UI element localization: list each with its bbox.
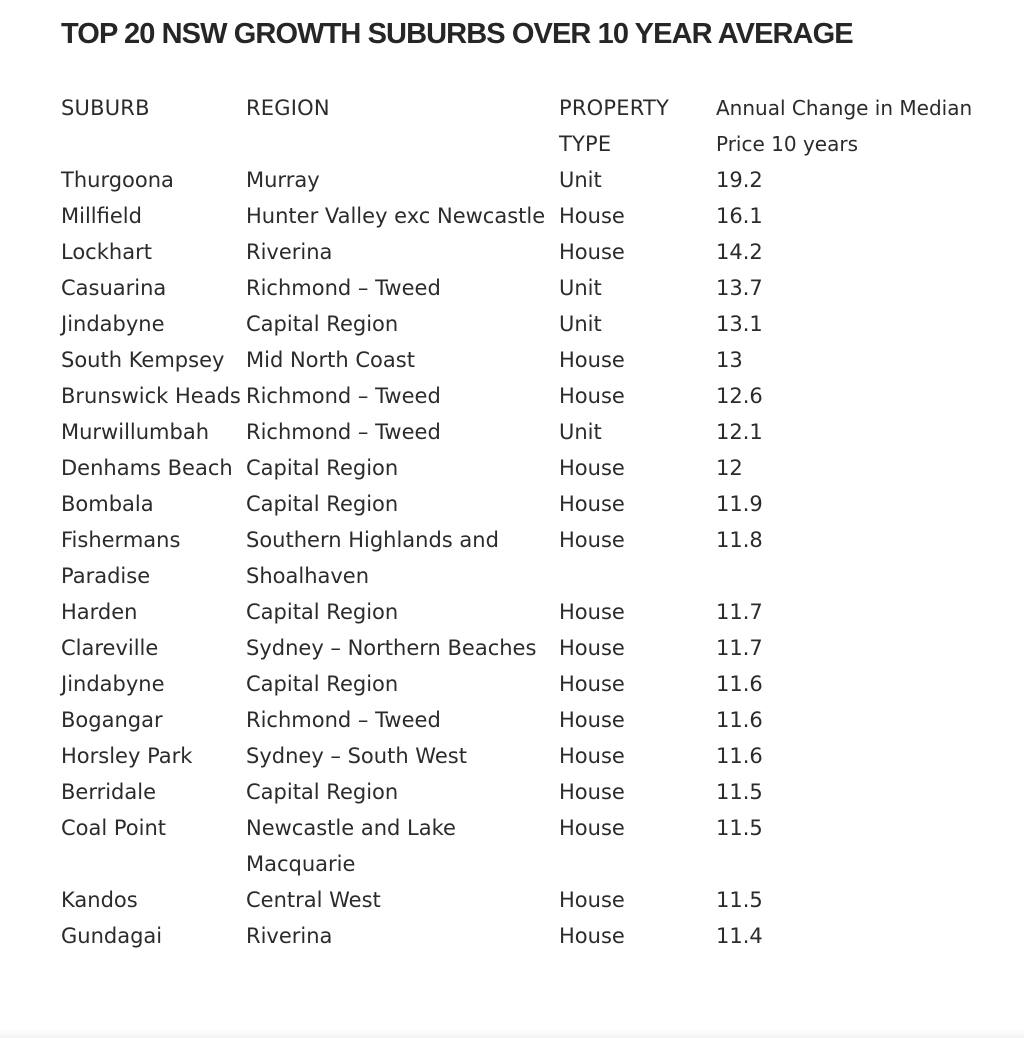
cell-suburb: Thurgoona — [61, 168, 174, 192]
cell-suburb: Kandos — [61, 888, 138, 912]
cell-annual-change: 11.5 — [716, 816, 763, 840]
cell-annual-change: 11.4 — [716, 924, 763, 948]
cell-region: Southern Highlands and Shoalhaven — [246, 528, 499, 588]
cell-suburb: Berridale — [61, 780, 157, 804]
cell-property-type: House — [559, 744, 625, 768]
cell-property-type: Unit — [559, 420, 602, 444]
table-row — [61, 522, 1011, 594]
cell-annual-change: 13 — [716, 348, 743, 372]
cell-annual-change: 11.9 — [716, 492, 763, 516]
cell-suburb: Brunswick Heads — [61, 384, 241, 408]
table-header — [61, 90, 1011, 162]
table-row — [61, 738, 1011, 774]
cell-property-type: House — [559, 492, 625, 516]
cell-annual-change: 11.6 — [716, 744, 763, 768]
cell-annual-change: 11.5 — [716, 888, 763, 912]
table-row — [61, 486, 1011, 522]
cell-region: Capital Region — [246, 312, 399, 336]
cell-annual-change: 16.1 — [716, 204, 763, 228]
table-row — [61, 882, 1011, 918]
cell-annual-change: 11.6 — [716, 708, 763, 732]
table-row — [61, 774, 1011, 810]
cell-region: Riverina — [246, 240, 333, 264]
cell-region: Central West — [246, 888, 381, 912]
cell-suburb: South Kempsey — [61, 348, 225, 372]
cell-suburb: Harden — [61, 600, 138, 624]
table-row — [61, 270, 1011, 306]
growth-suburbs-table — [61, 90, 1011, 954]
cell-property-type: House — [559, 204, 625, 228]
cell-region: Richmond – Tweed — [246, 420, 441, 444]
cell-region: Richmond – Tweed — [246, 708, 441, 732]
table-row — [61, 198, 1011, 234]
cell-property-type: Unit — [559, 312, 602, 336]
cell-suburb: Millfield — [61, 204, 142, 228]
table-row — [61, 414, 1011, 450]
page-title: TOP 20 NSW GROWTH SUBURBS OVER 10 YEAR AVERAGE — [61, 18, 853, 50]
cell-region: Capital Region — [246, 600, 399, 624]
cell-property-type: House — [559, 600, 625, 624]
cell-region: Capital Region — [246, 780, 399, 804]
cell-suburb: Bombala — [61, 492, 154, 516]
cell-annual-change: 11.5 — [716, 780, 763, 804]
cell-property-type: House — [559, 384, 625, 408]
cell-region: Sydney – Northern Beaches — [246, 636, 537, 660]
cell-suburb: Jindabyne — [61, 672, 165, 696]
cell-suburb: Horsley Park — [61, 744, 193, 768]
cell-annual-change: 19.2 — [716, 168, 763, 192]
cell-suburb: Bogangar — [61, 708, 163, 732]
cell-region: Riverina — [246, 924, 333, 948]
bottom-fade — [0, 1030, 1024, 1038]
cell-region: Murray — [246, 168, 320, 192]
cell-annual-change: 11.7 — [716, 636, 763, 660]
cell-property-type: House — [559, 816, 625, 840]
table-row — [61, 702, 1011, 738]
cell-suburb: Denhams Beach — [61, 456, 233, 480]
cell-property-type: House — [559, 240, 625, 264]
cell-suburb: Jindabyne — [61, 312, 165, 336]
cell-property-type: House — [559, 780, 625, 804]
column-header-region: REGION — [246, 96, 330, 120]
cell-property-type: House — [559, 924, 625, 948]
table-row — [61, 810, 1011, 882]
cell-annual-change: 13.1 — [716, 312, 763, 336]
table-row — [61, 918, 1011, 954]
cell-suburb: Murwillumbah — [61, 420, 210, 444]
table-row — [61, 450, 1011, 486]
cell-annual-change: 12 — [716, 456, 743, 480]
cell-property-type: House — [559, 672, 625, 696]
cell-region: Sydney – South West — [246, 744, 467, 768]
table-row — [61, 306, 1011, 342]
table-row — [61, 630, 1011, 666]
cell-annual-change: 13.7 — [716, 276, 763, 300]
cell-region: Richmond – Tweed — [246, 276, 441, 300]
table-row — [61, 378, 1011, 414]
cell-property-type: House — [559, 456, 625, 480]
cell-annual-change: 11.7 — [716, 600, 763, 624]
cell-region: Mid North Coast — [246, 348, 415, 372]
cell-region: Newcastle and Lake Macquarie — [246, 816, 456, 876]
column-header-annual-change: Annual Change in Median Price 10 years — [716, 96, 973, 156]
cell-suburb: Clareville — [61, 636, 159, 660]
cell-annual-change: 12.6 — [716, 384, 763, 408]
cell-suburb: Coal Point — [61, 816, 167, 840]
cell-suburb: Casuarina — [61, 276, 167, 300]
page-content — [61, 14, 1011, 948]
table-header-row — [61, 90, 1011, 162]
cell-property-type: House — [559, 348, 625, 372]
cell-suburb: Lockhart — [61, 240, 152, 264]
cell-property-type: House — [559, 708, 625, 732]
cell-annual-change: 14.2 — [716, 240, 763, 264]
cell-region: Capital Region — [246, 672, 399, 696]
cell-annual-change: 11.8 — [716, 528, 763, 552]
column-header-property-type: PROPERTY TYPE — [559, 96, 670, 156]
table-row — [61, 162, 1011, 198]
cell-property-type: House — [559, 888, 625, 912]
cell-region: Capital Region — [246, 456, 399, 480]
column-header-suburb: SUBURB — [61, 96, 150, 120]
cell-suburb: Fishermans Paradise — [61, 528, 181, 588]
cell-property-type: House — [559, 528, 625, 552]
table-row — [61, 234, 1011, 270]
cell-annual-change: 12.1 — [716, 420, 763, 444]
cell-property-type: House — [559, 636, 625, 660]
cell-property-type: Unit — [559, 168, 602, 192]
table-body — [61, 162, 1011, 954]
cell-region: Hunter Valley exc Newcastle — [246, 204, 546, 228]
cell-region: Richmond – Tweed — [246, 384, 441, 408]
cell-annual-change: 11.6 — [716, 672, 763, 696]
table-row — [61, 342, 1011, 378]
cell-suburb: Gundagai — [61, 924, 163, 948]
cell-region: Capital Region — [246, 492, 399, 516]
cell-property-type: Unit — [559, 276, 602, 300]
table-row — [61, 666, 1011, 702]
table-row — [61, 594, 1011, 630]
